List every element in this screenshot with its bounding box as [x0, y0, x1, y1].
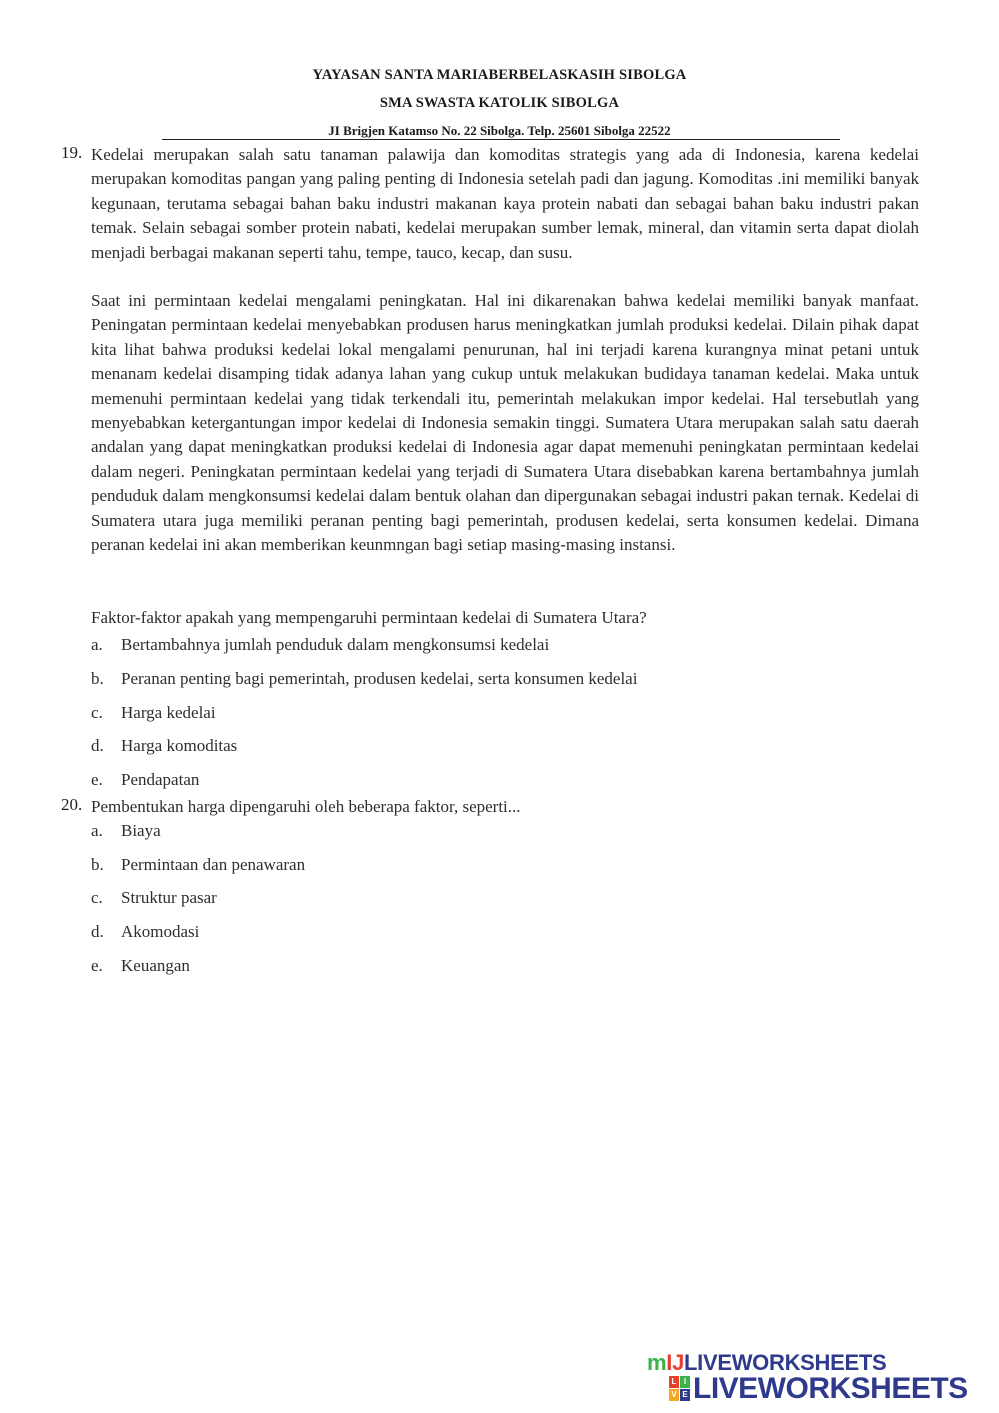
option-text: Akomodasi — [121, 922, 200, 941]
question-20-option-a[interactable] — [91, 821, 161, 841]
option-letter: a. — [91, 821, 103, 840]
option-letter: b. — [91, 855, 104, 874]
question-20-prompt: Pembentukan harga dipengaruhi oleh beberapa faktor, seperti... — [91, 797, 521, 816]
question-19-paragraph-1: Kedelai merupakan salah satu tanaman palawija dan komoditas strategis yang ada di Indonesia, karena kedelai merupakan komoditas pangan yang paling penting di Indonesia setelah padi dan jagung. Komoditas .ini memiliki banyak kegunaan, terutama sebagai bahan baku industri makanan kaya protein nabati dan sebagai bahan baku industri pakan temak. Selain sebagai somber protein nabati, kedelai merupakan sumber lemak, mineral, dan vitamin serta dapat diolah menjadi berbagai makanan seperti tahu, tempe, tauco, kecap, dan susu. — [91, 145, 919, 262]
liveworksheets-icon — [669, 1376, 690, 1402]
option-text: Keuangan — [121, 956, 190, 975]
option-letter: d. — [91, 922, 104, 941]
header-divider — [162, 139, 840, 140]
logo-prefix-j: IJ — [666, 1350, 685, 1375]
option-text: Harga kedelai — [121, 703, 216, 722]
logo-icon-letter: L — [669, 1376, 679, 1388]
logo-icon-letter: V — [669, 1389, 679, 1401]
logo-small-text: LIVEWORKSHEETS — [684, 1350, 887, 1375]
question-20-number: 20. — [61, 795, 83, 814]
option-letter: b. — [91, 669, 104, 688]
option-text: Bertambahnya jumlah penduduk dalam mengkonsumsi kedelai — [121, 635, 550, 654]
school-address: JI Brigjen Katamso No. 22 Sibolga. Telp. 25601 Sibolga 22522 — [328, 123, 671, 138]
question-20-option-c[interactable] — [91, 888, 217, 908]
logo-icon-letter: E — [680, 1389, 690, 1401]
question-20-option-e[interactable] — [91, 956, 190, 976]
question-19-number: 19. — [61, 143, 83, 162]
question-19-option-b[interactable] — [91, 669, 637, 689]
option-letter: e. — [91, 770, 103, 789]
option-letter: c. — [91, 888, 103, 907]
option-letter: d. — [91, 736, 104, 755]
option-text: Harga komoditas — [121, 736, 238, 755]
option-text: Biaya — [121, 821, 161, 840]
option-letter: a. — [91, 635, 103, 654]
option-text: Struktur pasar — [121, 888, 217, 907]
question-19-option-c[interactable] — [91, 703, 216, 723]
question-19-option-e[interactable] — [91, 770, 199, 790]
logo-prefix-m: m — [647, 1350, 667, 1375]
foundation-name: YAYASAN SANTA MARIABERBELASKASIH SIBOLGA — [312, 67, 687, 83]
liveworksheets-logo-large: LIVEWORKSHEETS — [693, 1372, 968, 1405]
option-letter: e. — [91, 956, 103, 975]
option-text: Peranan penting bagi pemerintah, produsen kedelai, serta konsumen kedelai — [121, 669, 638, 688]
school-name: SMA SWASTA KATOLIK SIBOLGA — [379, 95, 620, 111]
option-text: Pendapatan — [121, 770, 200, 789]
question-19-option-d[interactable] — [91, 736, 237, 756]
option-letter: c. — [91, 703, 103, 722]
option-text: Permintaan dan penawaran — [121, 855, 306, 874]
question-19-option-a[interactable] — [91, 635, 549, 655]
question-20-option-d[interactable] — [91, 922, 199, 942]
question-19-prompt: Faktor-faktor apakah yang mempengaruhi permintaan kedelai di Sumatera Utara? — [91, 608, 647, 627]
logo-icon-letter: I — [680, 1376, 690, 1388]
question-20-option-b[interactable] — [91, 855, 305, 875]
question-19-paragraph-2: Saat ini permintaan kedelai mengalami peningkatan. Hal ini dikarenakan bahwa kedelai memiliki banyak manfaat. Peningatan permintaan kedelai menyebabkan produsen harus meningkatkan jumlah produksi kedelai. Dilain pihak dapat kita lihat bahwa produksi kedelai lokal mengalami penurunan, hal ini terjadi karena kurangnya minat petani untuk menanam kedelai disamping tidak adanya lahan yang cukup untuk melakukan budidaya tanaman kedelai. Maka untuk memenuhi permintaan kedelai yang tidak terkendali itu, pemerintah melakukan impor kedelai. Hal tersebutlah yang menyebabkan ketergantungan impor kedelai di Indonesia semakin tinggi. Sumatera Utara merupakan salah satu daerah andalan yang dapat meningkatkan produksi kedelai di Indonesia agar dapat memenuhi peningkatan permintaan kedelai dalam negeri. Peningkatan permintaan kedelai yang terjadi di Sumatera Utara disebabkan karena bertambahnya jumlah penduduk dalam mengkonsumsi kedelai dalam bentuk olahan dan dipergunakan sebagai industri pakan ternak. Kedelai di Sumatera utara juga memiliki peranan penting bagi pemerintah, produsen kedelai, serta konsumen kedelai. Dimana peranan kedelai ini akan memberikan keunmngan bagi setiap masing-masing instansi. — [91, 291, 919, 555]
